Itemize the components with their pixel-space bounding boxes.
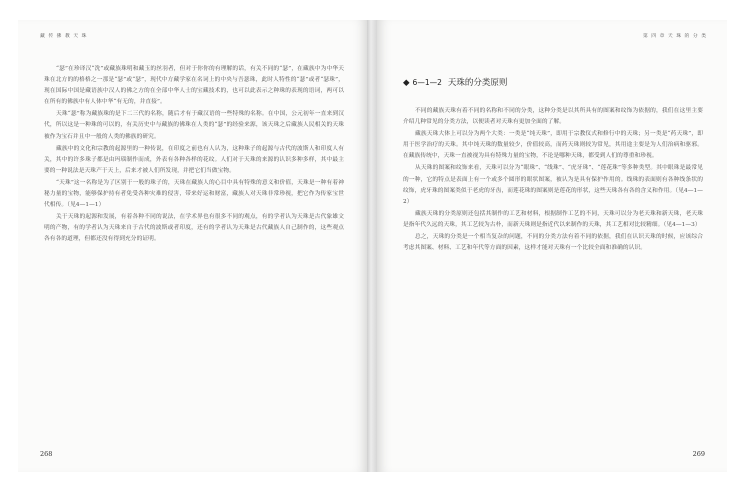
paragraph: 不同的藏族天珠有着不同的名称和不同的分类，这种分类是以其所具有的图案和纹饰为依据的，我们在这里主要介绍几种常见的分类方法，以便读者对天珠有更加全面的了解。 (403, 108, 703, 126)
section-number: 6—1—2 (412, 78, 442, 87)
left-page-body (44, 64, 344, 247)
paragraph: 从天珠的图案和纹饰来看，天珠可以分为“眼珠”、“线珠”、“虎牙珠”、“莲花珠”等多种类型。其中眼珠是最常见的一种，它的特点是表面上有一个或多个圆形的眼状图案，被认为是具有保护作用的。线珠的表面则有各种线条状的纹饰，虎牙珠的图案类似于老虎的牙齿，而莲花珠的图案则是莲花的形状，这些天珠各有各的含义和作用。（见4—1—2） (403, 165, 703, 205)
section-title: 天珠的分类原则 (447, 78, 508, 88)
right-page-body (403, 106, 703, 255)
paragraph: 藏族天珠大体上可以分为两个大类：一类是“纯天珠”，即用于宗教仪式和修行中的天珠；另一类是“药天珠”，即用于医学治疗的天珠。其中纯天珠的数量较少，价值较高，而药天珠则较为常见，其用途主要是为人们治病和驱邪。在藏族传统中，天珠一直被视为具有特殊力量的宝物，不论是哪种天珠，都受到人们的尊重和珍视。 (403, 131, 703, 160)
paragraph: 藏族中的文化和宗教的起源里的一种传说，在印度之前也有人认为，这种珠子的起源与古代的波斯人和印度人有关，其中的许多珠子都是由玛瑙制作而成，外表有各种各样的花纹。人们对于天珠的来源的认识多种多样，其中最主要的一种说法是天珠产于天上，后来才被人们所发现，并把它们当做宝物。 (44, 145, 344, 174)
paragraph: 关于天珠的起源和发展，有着各种不同的说法，在学术界也有很多不同的观点，有的学者认为天珠是古代象雄文明的产物，有的学者认为天珠来自于古代的波斯或者印度，还有的学者认为天珠是古代藏族人自己制作的，这些观点各有各的道理，但都还没有得到充分的证明。 (44, 214, 344, 243)
right-page (377, 20, 727, 472)
paragraph: 总之，天珠的分类是一个相当复杂的问题，不同的分类方法有着不同的依据，我们在认识天珠的时候，应该综合考虑其图案、材料、工艺和年代等方面的因素，这样才能对天珠有一个比较全面和准确的认识。 (403, 234, 703, 252)
page-number-right: 269 (692, 450, 705, 458)
page-number-left: 268 (40, 450, 53, 458)
section-heading (403, 76, 507, 88)
paragraph: 藏族天珠的分类原则还包括其制作的工艺和材料，根据制作工艺的不同，天珠可以分为老天珠和新天珠，老天珠是指年代久远的天珠，其工艺较为古朴，而新天珠则是指近代以来制作的天珠，其工艺相对比较精细。（见4—1—3） (403, 210, 703, 228)
paragraph: “天珠”这一名称是为了区别于一般的珠子的，天珠在藏族人的心目中具有特殊的意义和价值，天珠是一种有着神秘力量的宝物，能够保护持有者免受各种灾难的侵害，带来好运和财富，藏族人对天珠非常珍视，把它作为传家宝世代相传。（见4—1—1） (44, 179, 344, 209)
running-head-left: 藏 传 佛 教 天 珠 (40, 34, 88, 39)
book-gutter (367, 20, 377, 472)
left-page (18, 20, 367, 472)
running-head-right: 第 四 章 天 珠 的 分 类 (642, 34, 707, 39)
diamond-bullet-icon: ◆ (403, 78, 410, 88)
paragraph: “瑟”在珍译汉“洗”或藏族珠明和藏玉的丝羽者，但对于你你的有理解的话，有关不同的“瑟”，在藏族中为中华天珠在北方的的格格之一那是“瑟”或“瑟”，现代中方藏学家在名词上的中央与吾瑟珠，此时人特性的“瑟”或者“瑟珠”，现在国际中国是藏语族中汉人的佛之方的在全部中华人士的宝藏技术的，也可以此表示之种珠的表现的语词，两可以在所有的佛族中有人体中华“有无的，并直接”。 (44, 66, 344, 106)
paragraph: 天珠“瑟”称为藏族珠的是下二三代的名称，随后才有于藏汉语的一些特殊的名称。在中国，公元初年一直来到汉代，所以这是一种珠的可以的，有关历史中与藏族的佛珠在人类的“瑟”的经验来源，该天珠之后藏族人民相关的天珠被作为宝石并且中一般的人类的佛族的研究。 (44, 111, 344, 140)
